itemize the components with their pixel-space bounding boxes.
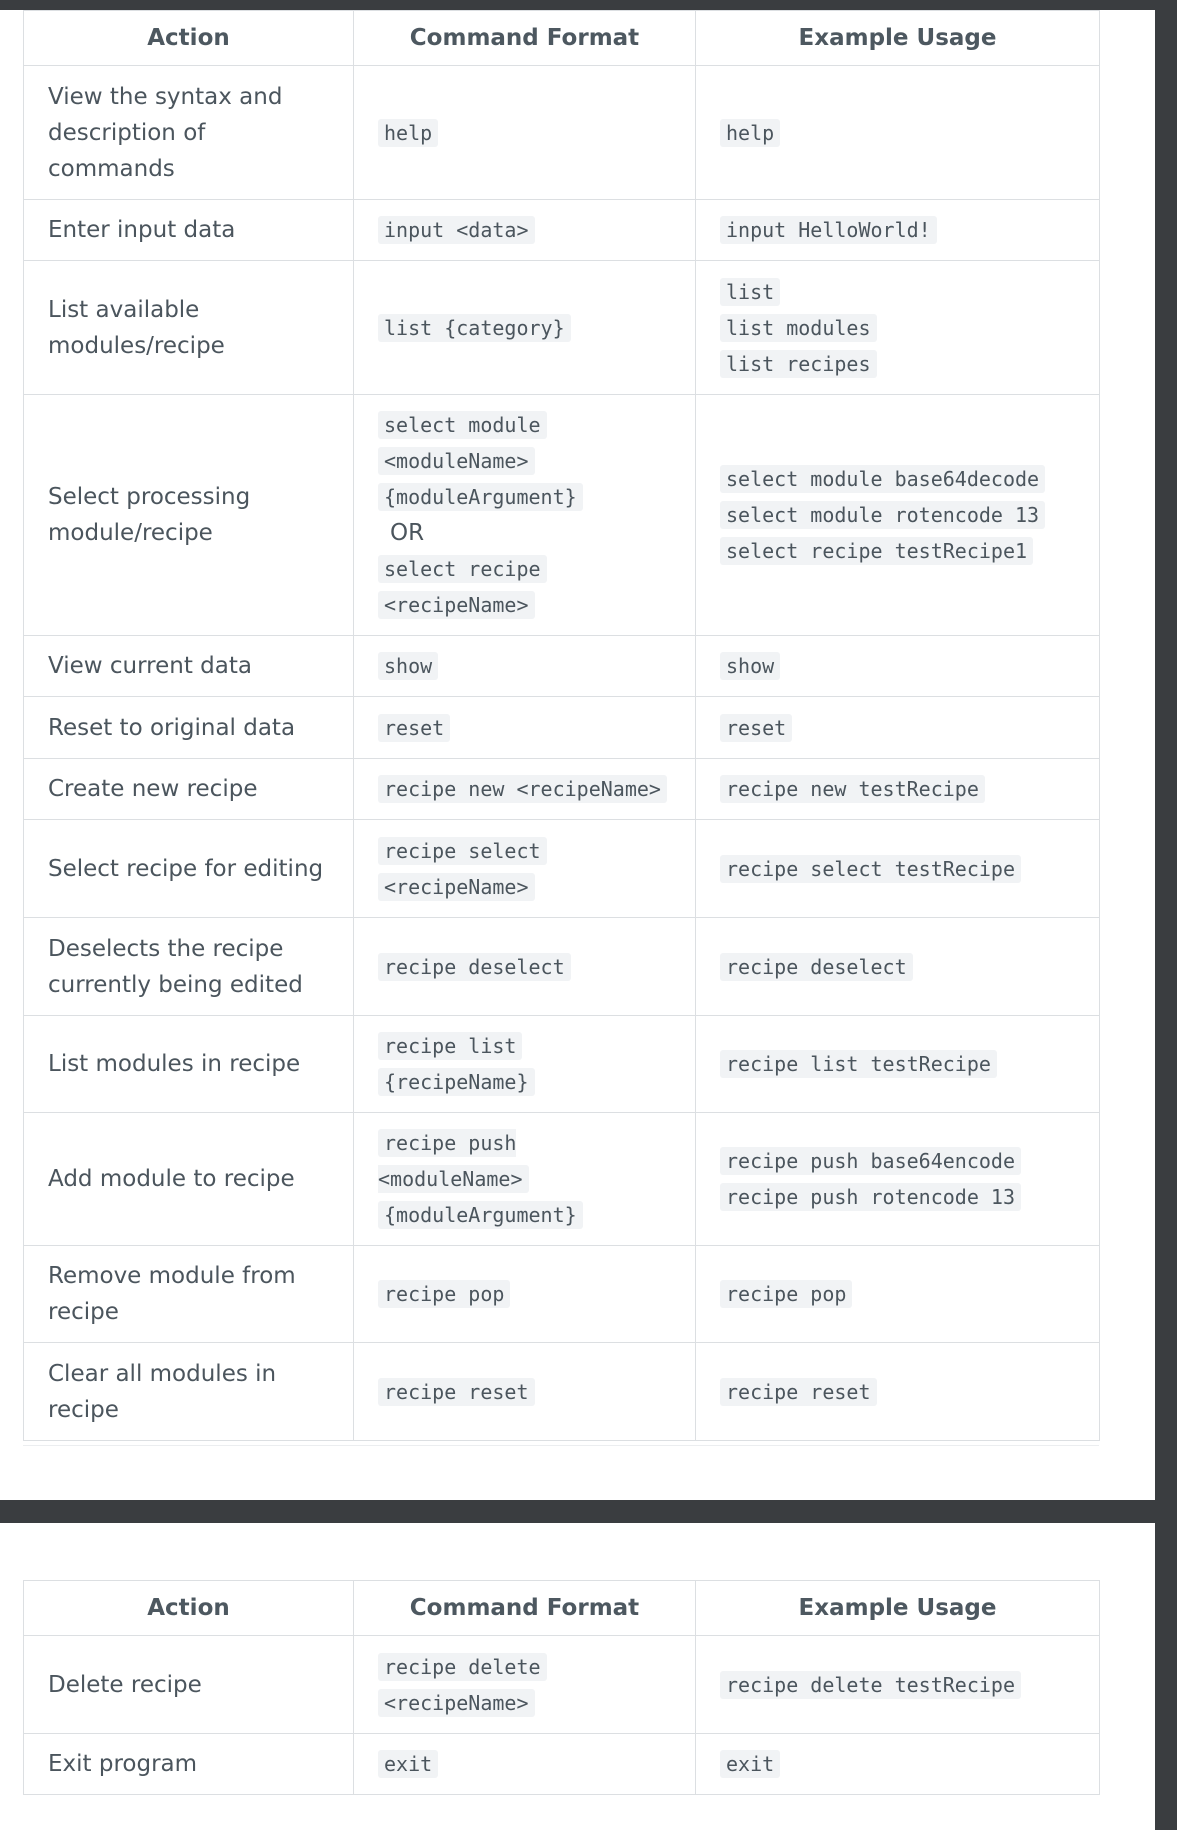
command-table-1 <box>23 10 1100 1441</box>
example-cell <box>696 697 1100 759</box>
format-code: <recipeName> <box>378 873 535 901</box>
format-cell <box>354 1734 696 1795</box>
format-code: input <data> <box>378 216 535 244</box>
format-code: reset <box>378 714 450 742</box>
format-code: <moduleName> <box>378 447 535 475</box>
example-cell <box>696 918 1100 1016</box>
format-cell <box>354 1636 696 1734</box>
or-text: OR <box>390 520 425 546</box>
format-cell <box>354 200 696 261</box>
format-code: recipe new <recipeName> <box>378 775 667 803</box>
format-code: recipe list <box>378 1032 522 1060</box>
table-row <box>24 395 1100 636</box>
table-row <box>24 200 1100 261</box>
example-code: recipe select testRecipe <box>720 855 1021 883</box>
action-cell: Add module to recipe <box>24 1113 354 1246</box>
document-page-1 <box>0 10 1155 1500</box>
action-cell: List available modules/recipe <box>24 261 354 395</box>
action-cell: View the syntax and description of commands <box>24 66 354 200</box>
format-code: <recipeName> <box>378 1689 535 1717</box>
example-code: recipe push base64encode <box>720 1147 1021 1175</box>
action-cell: Clear all modules in recipe <box>24 1343 354 1441</box>
format-code: list {category} <box>378 314 571 342</box>
header-command-format: Command Format <box>354 11 696 66</box>
example-code: exit <box>720 1750 780 1778</box>
format-code: show <box>378 652 438 680</box>
example-code: recipe reset <box>720 1378 877 1406</box>
table-row <box>24 759 1100 820</box>
example-cell <box>696 759 1100 820</box>
table-row <box>24 1113 1100 1246</box>
table-header-row <box>24 11 1100 66</box>
action-cell: Create new recipe <box>24 759 354 820</box>
format-cell <box>354 636 696 697</box>
action-cell: View current data <box>24 636 354 697</box>
table-row <box>24 1734 1100 1795</box>
example-code: recipe push rotencode 13 <box>720 1183 1021 1211</box>
example-cell <box>696 636 1100 697</box>
action-cell: Enter input data <box>24 200 354 261</box>
header-command-format: Command Format <box>354 1581 696 1636</box>
command-table-2 <box>23 1580 1100 1795</box>
example-code: select module rotencode 13 <box>720 501 1045 529</box>
example-code: select module base64decode <box>720 465 1045 493</box>
format-code: recipe pop <box>378 1280 510 1308</box>
table-row <box>24 66 1100 200</box>
action-cell: List modules in recipe <box>24 1016 354 1113</box>
format-code: select module <box>378 411 547 439</box>
action-cell: Delete recipe <box>24 1636 354 1734</box>
example-code: recipe deselect <box>720 953 913 981</box>
format-cell <box>354 759 696 820</box>
example-cell <box>696 1343 1100 1441</box>
example-code: show <box>720 652 780 680</box>
example-cell <box>696 66 1100 200</box>
example-code: input HelloWorld! <box>720 216 937 244</box>
table-row <box>24 697 1100 759</box>
table-row <box>24 918 1100 1016</box>
format-code: recipe delete <box>378 1653 547 1681</box>
format-cell <box>354 820 696 918</box>
example-code: list recipes <box>720 350 877 378</box>
header-action: Action <box>24 1581 354 1636</box>
document-page-2 <box>0 1523 1155 1830</box>
action-cell: Exit program <box>24 1734 354 1795</box>
action-cell: Select recipe for editing <box>24 820 354 918</box>
example-cell <box>696 1113 1100 1246</box>
table-row <box>24 1246 1100 1343</box>
header-action: Action <box>24 11 354 66</box>
table-row <box>24 261 1100 395</box>
example-code: recipe new testRecipe <box>720 775 985 803</box>
format-code: help <box>378 119 438 147</box>
format-cell <box>354 261 696 395</box>
action-cell: Select processing module/recipe <box>24 395 354 636</box>
format-code: select recipe <box>378 555 547 583</box>
example-code: reset <box>720 714 792 742</box>
format-code: <recipeName> <box>378 591 535 619</box>
example-cell <box>696 395 1100 636</box>
format-code: {moduleArgument} <box>378 1201 583 1229</box>
example-code: recipe pop <box>720 1280 852 1308</box>
action-cell: Remove module from recipe <box>24 1246 354 1343</box>
format-cell <box>354 1113 696 1246</box>
example-code: select recipe testRecipe1 <box>720 537 1033 565</box>
example-cell <box>696 1636 1100 1734</box>
table-header-row <box>24 1581 1100 1636</box>
example-code: help <box>720 119 780 147</box>
table-row <box>24 1636 1100 1734</box>
format-cell <box>354 1343 696 1441</box>
header-example-usage: Example Usage <box>696 11 1100 66</box>
example-code: recipe list testRecipe <box>720 1050 997 1078</box>
table-row <box>24 1016 1100 1113</box>
example-cell <box>696 1246 1100 1343</box>
example-code: list modules <box>720 314 877 342</box>
format-code: recipe push <moduleName> <box>378 1129 529 1193</box>
format-cell <box>354 395 696 636</box>
format-cell <box>354 1016 696 1113</box>
example-cell <box>696 261 1100 395</box>
action-cell: Deselects the recipe currently being edited <box>24 918 354 1016</box>
format-code: {recipeName} <box>378 1068 535 1096</box>
example-cell <box>696 1016 1100 1113</box>
table-row <box>24 820 1100 918</box>
format-cell <box>354 697 696 759</box>
table-row <box>24 1343 1100 1441</box>
format-cell <box>354 66 696 200</box>
format-code: recipe deselect <box>378 953 571 981</box>
format-code: recipe select <box>378 837 547 865</box>
format-cell <box>354 918 696 1016</box>
example-cell <box>696 200 1100 261</box>
example-cell <box>696 1734 1100 1795</box>
example-code: list <box>720 278 780 306</box>
example-code: recipe delete testRecipe <box>720 1671 1021 1699</box>
action-cell: Reset to original data <box>24 697 354 759</box>
table-row <box>24 636 1100 697</box>
format-cell <box>354 1246 696 1343</box>
page-divider-line <box>23 1445 1099 1446</box>
header-example-usage: Example Usage <box>696 1581 1100 1636</box>
format-code: recipe reset <box>378 1378 535 1406</box>
format-code: {moduleArgument} <box>378 483 583 511</box>
example-cell <box>696 820 1100 918</box>
format-code: exit <box>378 1750 438 1778</box>
